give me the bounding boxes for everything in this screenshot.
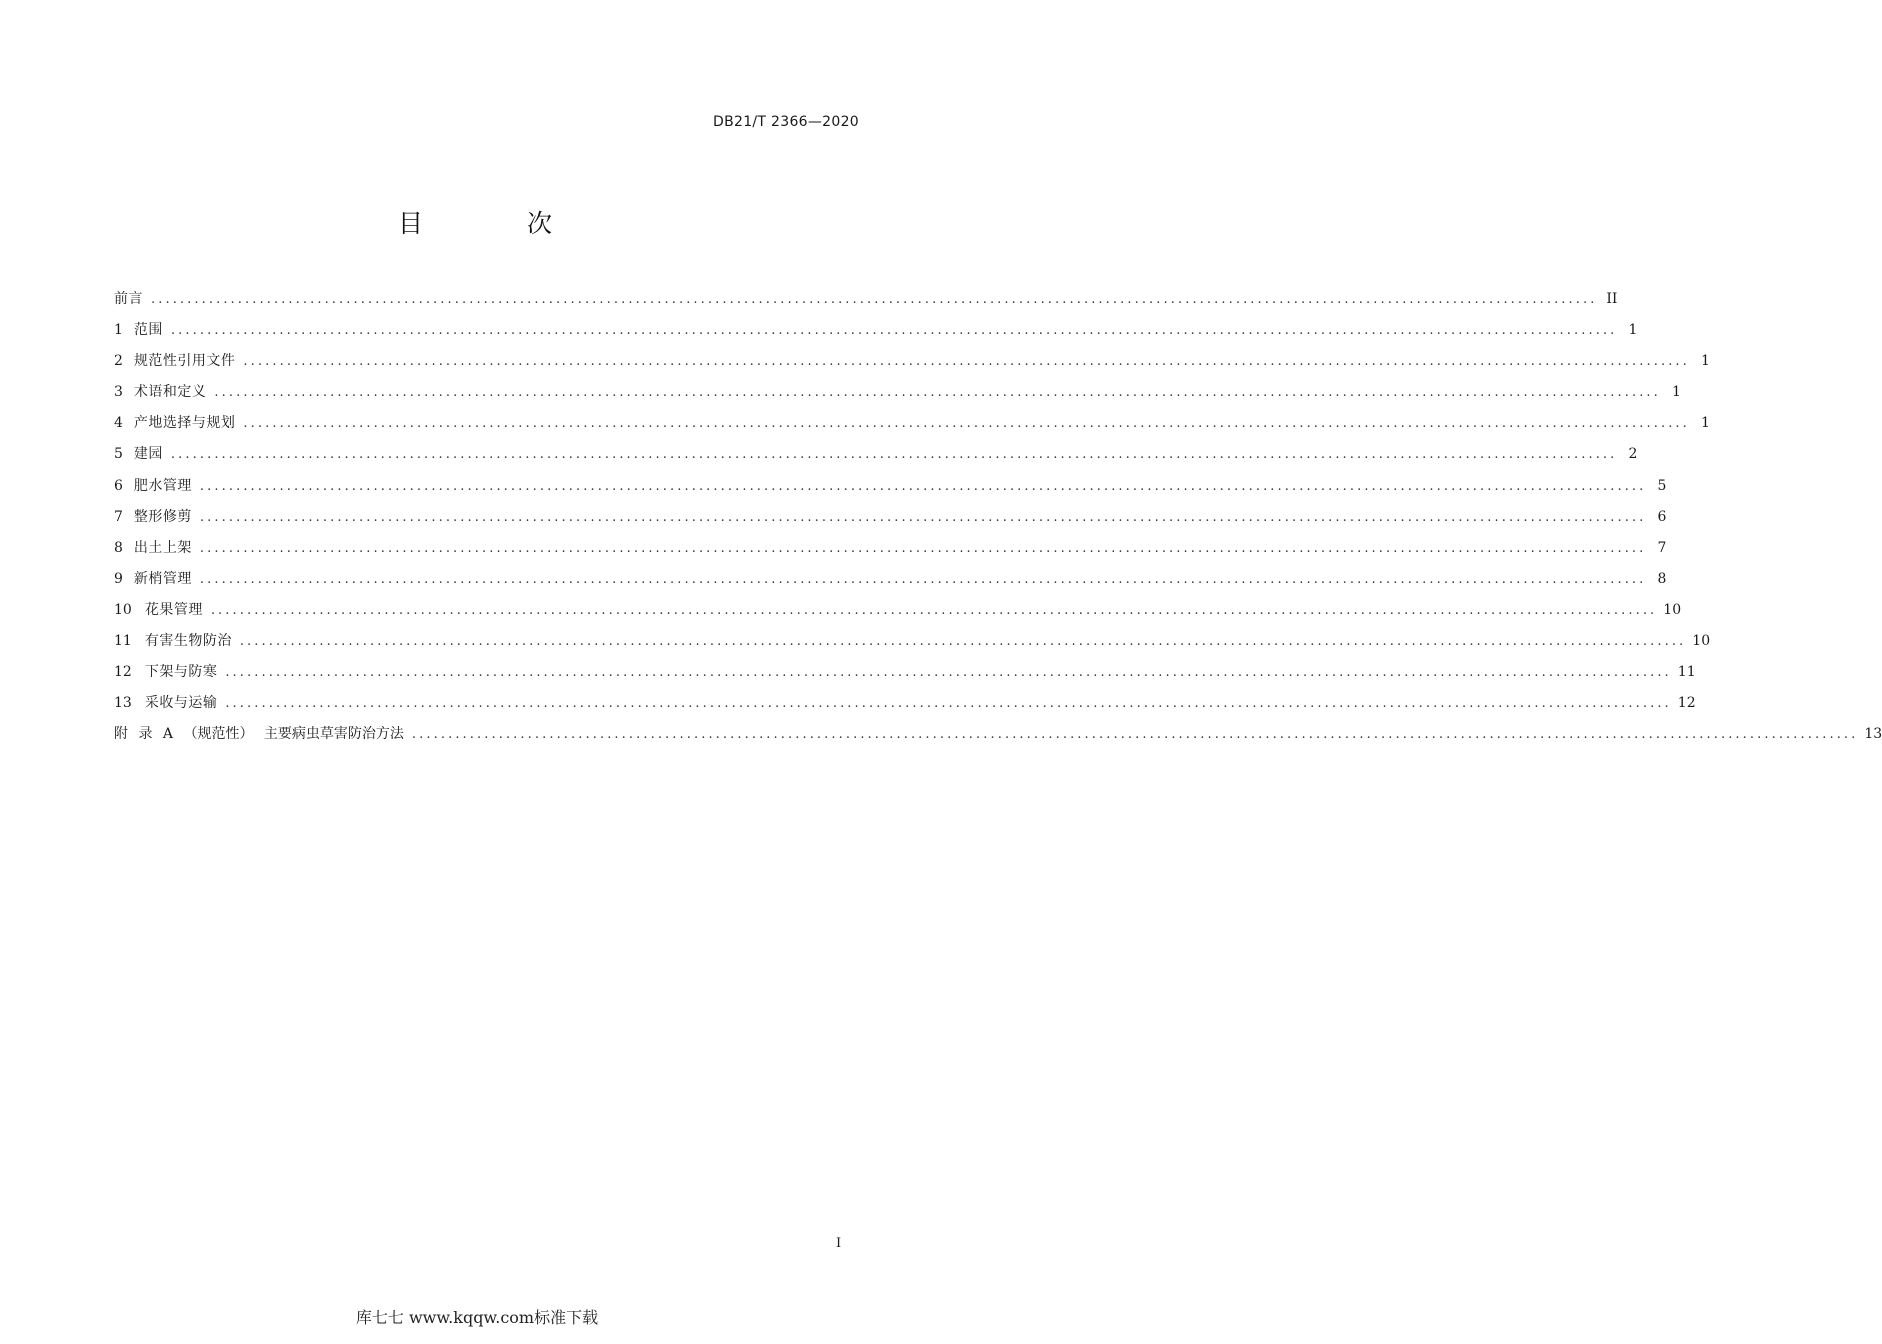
toc-entry-number: 9: [114, 570, 123, 587]
toc-entry-number: 10: [114, 601, 132, 618]
toc-dot-leader: ........................................................................................................................................................................................................: [239, 634, 1687, 650]
footer-watermark: 库七七 www.kqqw.com标准下载: [355, 1308, 599, 1327]
toc-entry[interactable]: [114, 626, 1711, 657]
toc-dot-leader: ........................................................................................................................................................................................................: [170, 447, 1618, 463]
toc-entry-page: 10: [1663, 601, 1682, 618]
toc-entry-label: 整形修剪: [133, 508, 192, 525]
toc-dot-leader: ........................................................................................................................................................................................................: [199, 509, 1647, 525]
toc-entry-page: 5: [1657, 477, 1667, 494]
toc-entry-page: II: [1606, 291, 1618, 307]
toc-entry-number: 8: [114, 539, 123, 556]
toc-dot-leader: ........................................................................................................................................................................................................: [170, 323, 1618, 339]
toc-entry-number: 5: [114, 446, 123, 463]
toc-entry-page: 10: [1692, 633, 1711, 650]
toc-entry[interactable]: [114, 564, 1667, 595]
toc-entry-page: 1: [1628, 322, 1638, 339]
toc-entry[interactable]: [114, 471, 1667, 502]
toc-entry-page: 1: [1700, 415, 1710, 432]
toc-entry[interactable]: [114, 377, 1681, 408]
toc-entry-label: 采收与运输: [144, 695, 218, 712]
toc-entry-page: 8: [1657, 570, 1667, 587]
toc-dot-leader: ........................................................................................................................................................................................................: [151, 292, 1598, 307]
toc-entry[interactable]: [114, 439, 1638, 470]
toc-entry-label: 前言: [114, 291, 143, 307]
toc-entry[interactable]: [114, 408, 1710, 439]
toc-entry[interactable]: [114, 315, 1638, 346]
table-of-contents: [114, 284, 1882, 750]
toc-entry-label: 附 录 A （规范性） 主要病虫草害防治方法: [114, 726, 404, 743]
toc-entry[interactable]: [114, 346, 1710, 377]
toc-entry-number: 11: [114, 633, 132, 650]
toc-entry-number: 6: [114, 477, 123, 494]
toc-entry-appendix-a[interactable]: [114, 719, 1882, 750]
page-number: I: [836, 1236, 842, 1251]
toc-dot-leader: ........................................................................................................................................................................................................: [210, 602, 1658, 618]
toc-entry-page: 11: [1677, 664, 1696, 681]
toc-entry-page: 1: [1700, 353, 1710, 370]
toc-entry-label: 范围: [133, 322, 163, 339]
toc-entry-number: 4: [114, 415, 123, 432]
toc-dot-leader: ........................................................................................................................................................................................................: [214, 385, 1661, 401]
toc-entry[interactable]: [114, 533, 1667, 564]
toc-entry-label: 下架与防寒: [144, 664, 218, 681]
toc-dot-leader: ........................................................................................................................................................................................................: [243, 416, 1690, 432]
toc-entry-page: 6: [1657, 508, 1667, 525]
toc-dot-leader: ........................................................................................................................................................................................................: [411, 727, 1859, 743]
toc-entry[interactable]: [114, 595, 1682, 626]
toc-dot-leader: ........................................................................................................................................................................................................: [243, 354, 1690, 370]
toc-entry[interactable]: [114, 502, 1667, 533]
document-code: DB21/T 2366—2020: [713, 114, 859, 130]
toc-entry-page: 13: [1864, 726, 1882, 743]
toc-entry-label: 有害生物防治: [144, 633, 232, 650]
toc-dot-leader: ........................................................................................................................................................................................................: [199, 478, 1647, 494]
toc-entry-number: 12: [114, 664, 132, 681]
toc-dot-leader: ........................................................................................................................................................................................................: [225, 665, 1672, 681]
toc-entry-label: 花果管理: [144, 601, 203, 618]
toc-entry-number: 1: [114, 322, 123, 339]
page-title: 目 次: [398, 209, 600, 238]
toc-entry-number: 7: [114, 508, 123, 525]
toc-entry-page: 12: [1677, 695, 1696, 712]
toc-entry-number: 13: [114, 695, 132, 712]
toc-entry-label: 肥水管理: [133, 477, 192, 494]
toc-dot-leader: ........................................................................................................................................................................................................: [199, 540, 1647, 556]
toc-entry[interactable]: [114, 657, 1696, 688]
toc-entry-label: 术语和定义: [133, 384, 207, 401]
toc-dot-leader: ........................................................................................................................................................................................................: [199, 571, 1647, 587]
toc-entry-foreword[interactable]: [114, 284, 1618, 315]
toc-entry-label: 产地选择与规划: [133, 415, 236, 432]
toc-entry-number: 3: [114, 384, 123, 401]
toc-entry[interactable]: [114, 688, 1696, 719]
toc-entry-page: 7: [1657, 539, 1667, 556]
toc-entry-label: 建园: [133, 446, 163, 463]
toc-entry-label: 出土上架: [133, 539, 192, 556]
toc-entry-page: 1: [1671, 384, 1681, 401]
toc-entry-label: 新梢管理: [133, 570, 192, 587]
toc-entry-label: 规范性引用文件: [133, 353, 236, 370]
toc-entry-number: 2: [114, 353, 123, 370]
toc-entry-page: 2: [1628, 446, 1638, 463]
toc-dot-leader: ........................................................................................................................................................................................................: [225, 696, 1672, 712]
